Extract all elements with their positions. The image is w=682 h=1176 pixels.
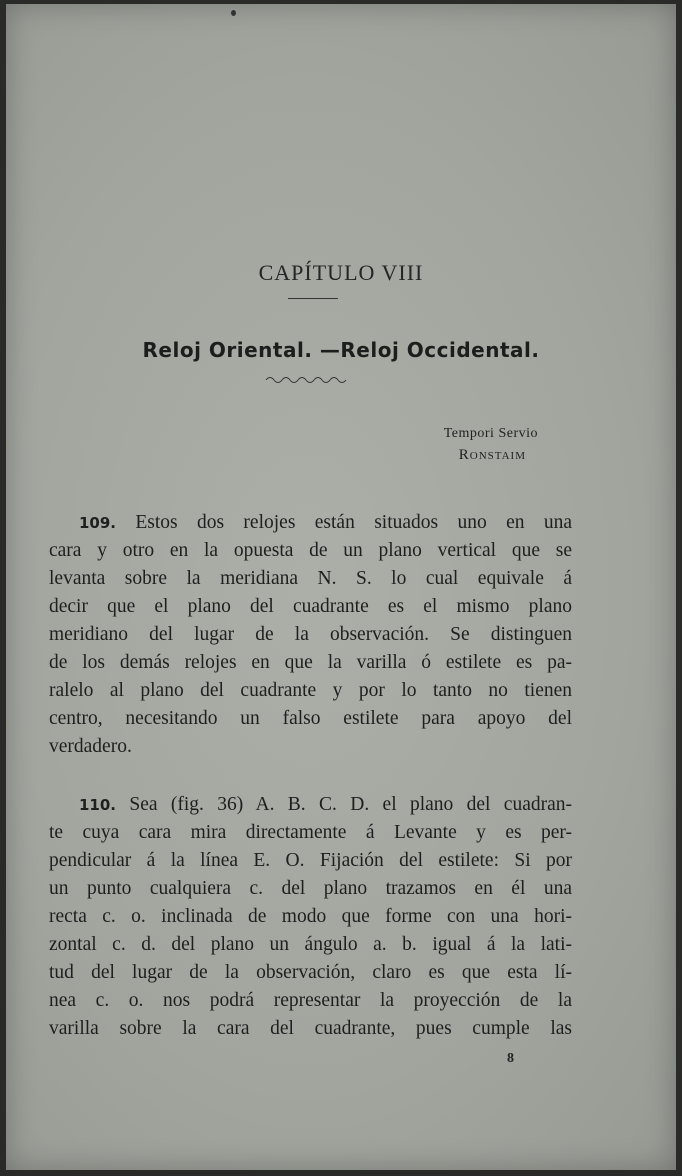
paragraph-number: 110. — [79, 796, 117, 814]
paragraph-110 — [49, 791, 572, 1043]
paragraph-line: ralelo al plano del cuadrante y por lo tanto no tienen — [49, 680, 572, 701]
paragraph-line: zontal c. d. del plano un ángulo a. b. igual á la lati- — [49, 934, 572, 955]
paragraph-line: cara y otro en la opuesta de un plano vertical que se — [49, 540, 572, 561]
book-page — [6, 4, 676, 1170]
paragraph-line: un punto cualquiera c. del plano trazamos en él una — [49, 878, 572, 899]
paragraph-line: de los demás relojes en que la varilla ó estilete es pa- — [49, 652, 572, 673]
paragraph-line: pendicular á la línea E. O. Fijación del estilete: Si por — [49, 850, 572, 871]
chapter-divider — [288, 298, 338, 299]
section-title: Reloj Oriental. —Reloj Occidental. — [142, 338, 540, 362]
paragraph-line: levanta sobre la meridiana N. S. lo cual equivale á — [49, 568, 572, 589]
paragraph-line: verdadero. — [49, 736, 132, 757]
paragraph-line: centro, necesitando un falso estilete para apoyo del — [49, 708, 572, 729]
paragraph-109 — [49, 509, 572, 761]
paragraph-line: 110. Sea (fig. 36) A. B. C. D. el plano del cuadran- — [79, 794, 572, 815]
paragraph-number: 109. — [79, 514, 117, 532]
epigraph-quote: Tempori Servio — [443, 426, 538, 441]
ink-spot — [231, 10, 236, 16]
page-number: 8 — [507, 1051, 514, 1066]
paragraph-line: recta c. o. inclinada de modo que forme con una hori- — [49, 906, 572, 927]
paragraph-line: decir que el plano del cuadrante es el mismo plano — [49, 596, 572, 617]
chapter-heading: CAPÍTULO VIII — [258, 260, 424, 285]
paragraph-line: nea c. o. nos podrá representar la proyección de la — [49, 990, 572, 1011]
epigraph-author: Ronstaim — [458, 447, 526, 463]
wavy-ornament — [264, 374, 354, 386]
paragraph-line: varilla sobre la cara del cuadrante, pues cumple las — [49, 1018, 572, 1039]
paragraph-line: 109. Estos dos relojes están situados uno en una — [79, 512, 572, 533]
paragraph-line: meridiano del lugar de la observación. Se distinguen — [49, 624, 572, 645]
paragraph-line: tud del lugar de la observación, claro es que esta lí- — [49, 962, 572, 983]
paragraph-line: te cuya cara mira directamente á Levante y es per- — [49, 822, 572, 843]
